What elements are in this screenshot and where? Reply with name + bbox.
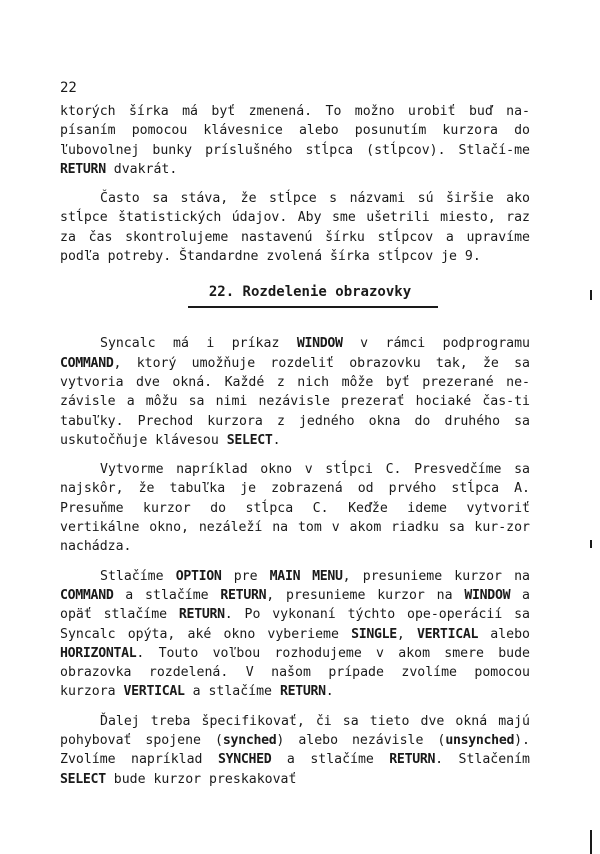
- scan-edge-mark: [590, 290, 592, 300]
- paragraph-wide-columns: Často sa stáva, že stĺpce s názvami sú širšie ako stĺpce štatistických údajov. Aby sme ušetrili miesto, raz za čas skontrolujeme nastavenú šírku stĺpcov a upravíme podľa potreby. Štandardne zvolená šírka stĺpcov je 9.: [60, 191, 530, 265]
- paragraph-menu-steps: [60, 567, 530, 702]
- term-unsynched: unsynched: [445, 733, 515, 749]
- section-heading: 22. Rozdelenie obrazovky: [208, 284, 412, 301]
- text-run: ,: [396, 626, 418, 642]
- option-vertical: VERTICAL: [417, 626, 479, 642]
- text-run: , presunieme kurzor na: [266, 587, 465, 603]
- text-run: v rámci podprogramu: [342, 336, 530, 352]
- text-run: . Stlačením: [435, 752, 530, 768]
- text-run: dvakrát.: [105, 161, 178, 177]
- key-return: RETURN: [60, 161, 106, 177]
- text-run: Ďalej treba špecifikovať, či sa tieto dve okná majú pohybovať spojene (: [60, 713, 530, 749]
- text-run: , presunieme kurzor na: [342, 568, 530, 584]
- text-run: alebo: [478, 626, 530, 642]
- key-command: COMMAND: [60, 587, 114, 603]
- paragraph-window-command: [60, 334, 530, 450]
- text-run: Stlačíme: [100, 568, 176, 584]
- option-single: SINGLE: [351, 626, 397, 642]
- scan-edge-mark: [590, 830, 592, 854]
- page-number: 22: [60, 80, 77, 96]
- text-run: ) alebo nezávisle (: [276, 733, 446, 749]
- key-return: RETURN: [279, 684, 326, 700]
- key-return: RETURN: [220, 587, 267, 603]
- text-run: bude kurzor preskakovať: [105, 771, 297, 787]
- key-select: SELECT: [226, 432, 273, 448]
- paragraph-example-window: Vytvorme napríklad okno v stĺpci C. Presvedčíme sa najskôr, že tabuľka je zobrazená od prvého stĺpca A. Presuňme kurzor do stĺpca C. Keďže ideme vytvoriť vertikálne okno, nezáleží na tom v akom riadku sa kur-zor nachádza.: [60, 462, 530, 555]
- text-run: pre: [221, 568, 270, 584]
- option-synched: SYNCHED: [217, 752, 272, 768]
- document-page: [60, 78, 530, 789]
- key-select: SELECT: [60, 771, 106, 787]
- scan-edge-mark: [590, 540, 592, 548]
- text-run: ). Zvolíme napríklad: [60, 733, 530, 768]
- text-run: . Touto voľbou rozhodujeme v akom smere bude obrazovka rozdelená. V našom prípade zvolíme pomocou kurzora: [60, 645, 530, 700]
- text-run: .: [272, 432, 281, 448]
- text-run: a stlačíme: [271, 752, 390, 768]
- key-return: RETURN: [389, 752, 436, 768]
- text-run: , ktorý umožňuje rozdeliť obrazovku tak, že sa vytvoria dve okná. Každé z nich môže byť prezerané ne-závisle a môžu sa nimi nezávisle prezerať hociaké čas-ti tabuľky. Prechod kurzora z jedného okna do druhého sa uskutočňuje klávesou: [60, 355, 530, 448]
- text-run: a opäť stlačíme: [60, 587, 530, 623]
- text-run: Syncalc má i príkaz: [100, 336, 297, 352]
- option-horizontal: HORIZONTAL: [60, 645, 137, 661]
- paragraph-column-width: [60, 102, 530, 179]
- option-vertical: VERTICAL: [123, 684, 185, 700]
- key-main-menu: MAIN MENU: [269, 568, 343, 584]
- key-command: COMMAND: [60, 355, 114, 371]
- key-option: OPTION: [175, 568, 222, 584]
- text-run: a stlačíme: [113, 587, 221, 603]
- text-run: a stlačíme: [184, 684, 280, 700]
- text-run: . Po vykonaní týchto ope-operácií sa Syncalc opýta, aké okno vyberieme: [60, 607, 530, 642]
- key-return: RETURN: [178, 607, 225, 623]
- text-run: .: [325, 684, 334, 700]
- term-synched: synched: [222, 733, 277, 749]
- key-window: WINDOW: [296, 336, 343, 352]
- text-run: ktorých šírka má byť zmenená. To možno urobiť buď na-písaním pomocou klávesnice alebo posunutím kurzora do ľubovolnej bunky príslušného stĺpca (stĺpcov). Stlačí-me: [60, 104, 530, 158]
- paragraph-synched: [60, 712, 530, 789]
- key-window: WINDOW: [464, 587, 511, 603]
